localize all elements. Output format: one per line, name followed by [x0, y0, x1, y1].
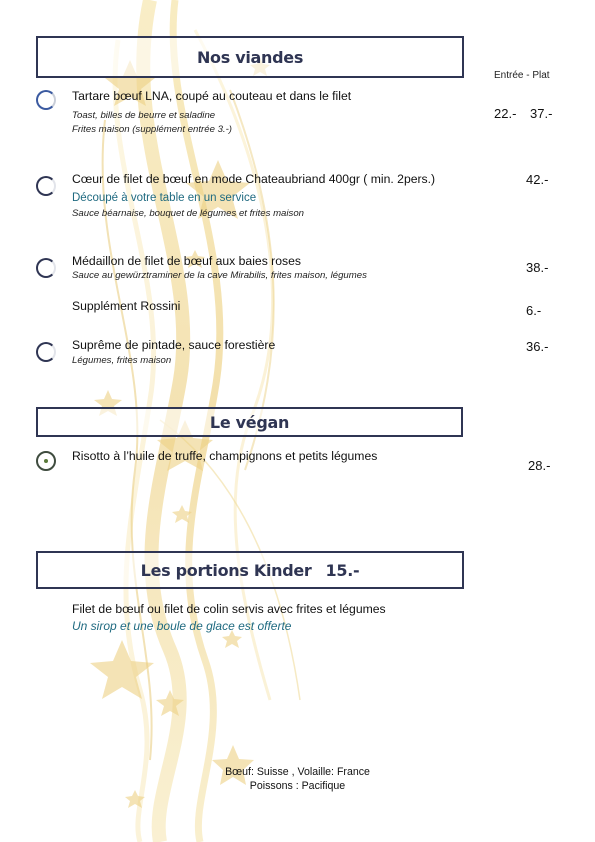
kinder-description: Filet de bœuf ou filet de colin servis avec frites et légumes: [72, 602, 386, 616]
price-tartare-entree: 22.-: [494, 106, 517, 121]
bullet-icon: [36, 258, 56, 278]
dish-desc-coeur-de-filet: Sauce béarnaise, bouquet de légumes et frites maison: [72, 208, 304, 219]
dish-name-coeur-de-filet: Cœur de filet de bœuf en mode Chateaubriand 400gr ( min. 2pers.): [72, 172, 436, 186]
dish-name-medaillon: Médaillon de filet de bœuf aux baies roses: [72, 254, 301, 268]
section-header-kinder: [36, 551, 464, 589]
dish-desc-tartare-2: Frites maison (supplément entrée 3.-): [72, 124, 232, 135]
dish-note-coeur-de-filet: Découpé à votre table en un service: [72, 192, 257, 204]
section-header-viandes: [36, 36, 464, 78]
price-supplement-rossini: 6.-: [526, 303, 542, 318]
origin-line-1: Bœuf: Suisse , Volaille: France: [225, 766, 370, 778]
kinder-offer-note: Un sirop et une boule de glace est offerte: [72, 619, 292, 633]
bullet-icon: [36, 342, 56, 362]
price-risotto: 28.-: [528, 458, 551, 473]
price-tartare-plat: 37.-: [530, 106, 553, 121]
price-medaillon: 38.-: [526, 260, 549, 275]
dish-name-risotto: Risotto à l’huile de truffe, champignons et petits légumes: [72, 449, 378, 463]
dish-name-supplement-rossini: Supplément Rossini: [72, 299, 181, 313]
section-title-viandes: Nos viandes: [196, 47, 304, 67]
bullet-icon: [36, 176, 56, 196]
section-title-kinder: Les portions Kinder: [140, 560, 312, 580]
price-coeur-de-filet: 42.-: [526, 172, 549, 187]
column-header-entree-plat: Entrée - Plat: [494, 70, 550, 81]
dish-desc-tartare-1: Toast, billes de beurre et saladine: [72, 110, 216, 121]
dish-desc-medaillon: Sauce au gewürztraminer de la cave Mirabilis, frites maison, légumes: [72, 270, 367, 281]
section-header-vegan: [36, 407, 463, 437]
section-price-kinder: 15.-: [325, 560, 360, 580]
section-title-vegan: Le végan: [209, 412, 290, 432]
bullet-icon: [36, 90, 56, 110]
price-supreme-de-pintade: 36.-: [526, 339, 549, 354]
bullet-dot-icon: [36, 451, 56, 471]
dish-desc-supreme-de-pintade: Légumes, frites maison: [72, 355, 172, 366]
origin-line-2: Poissons : Pacifique: [249, 780, 346, 792]
dish-name-tartare: Tartare bœuf LNA, coupé au couteau et dans le filet: [72, 89, 352, 103]
dish-name-supreme-de-pintade: Suprême de pintade, sauce forestière: [72, 338, 276, 352]
